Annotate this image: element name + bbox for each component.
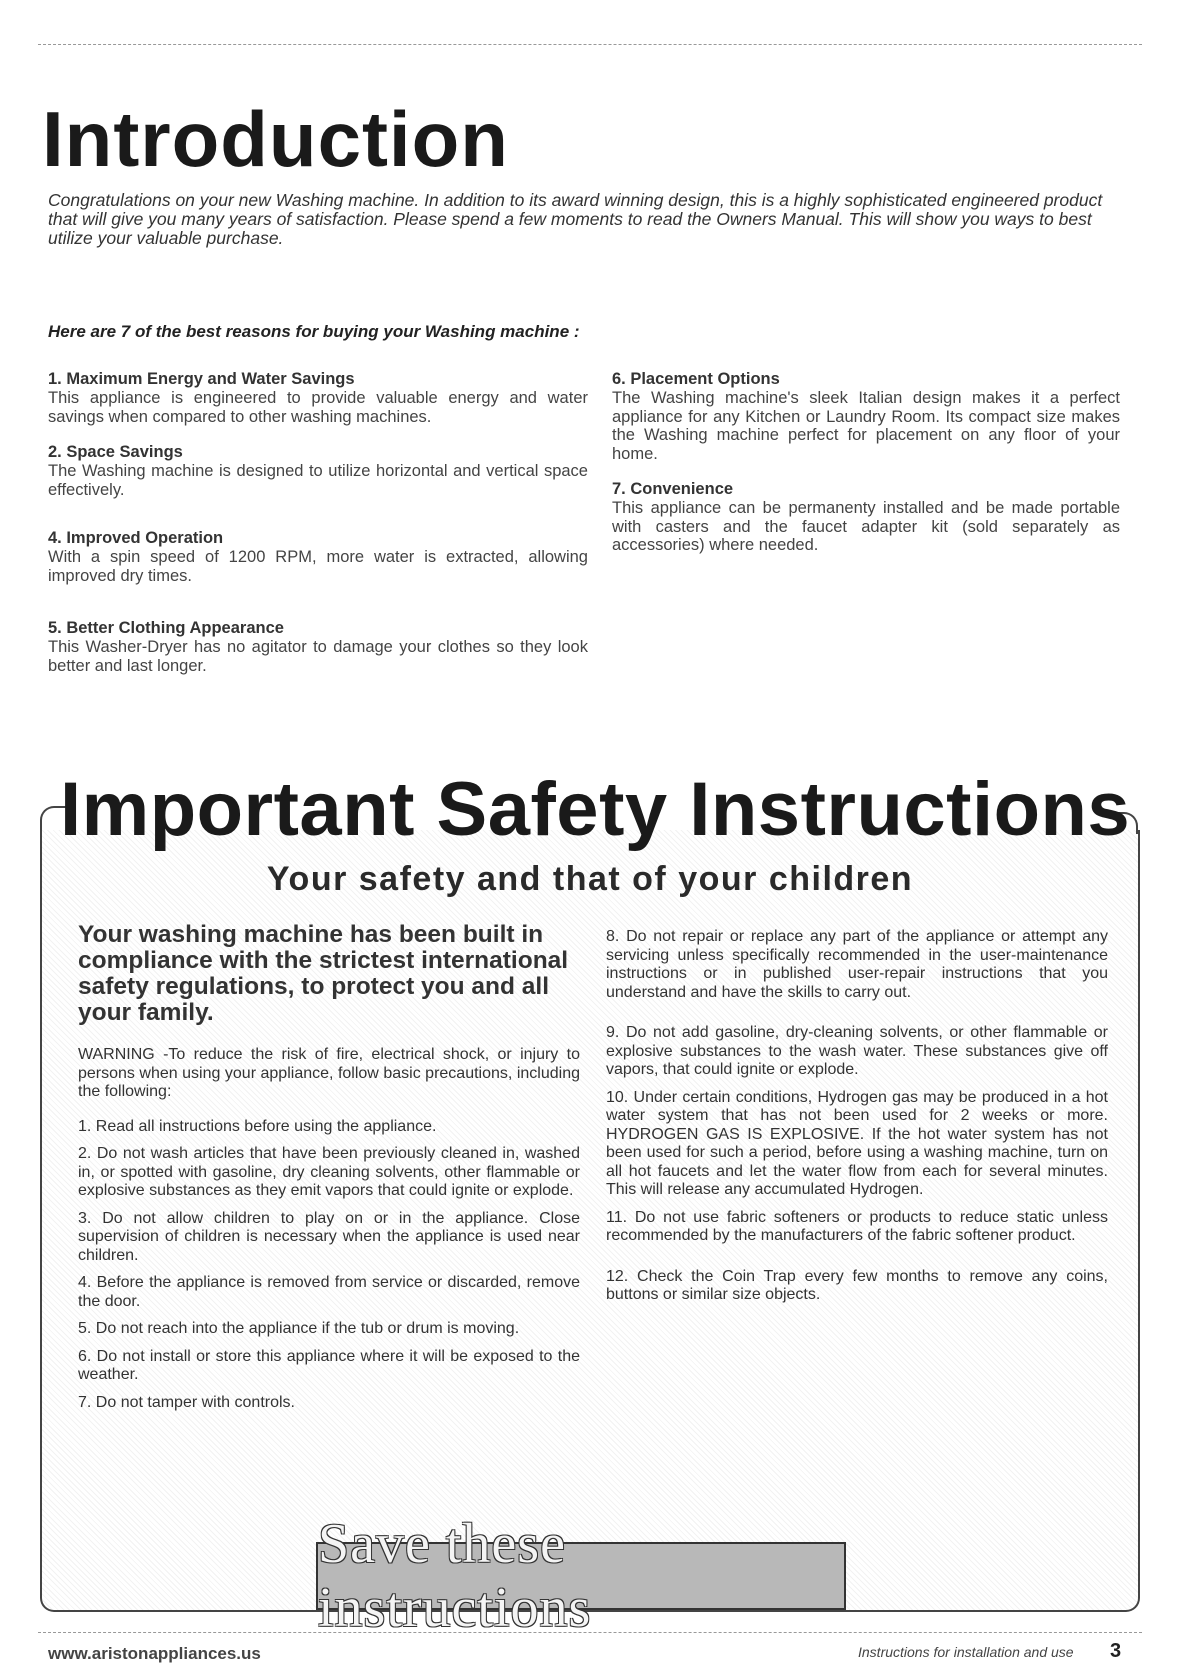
reason-text: This appliance is engineered to provide valuable energy and water savings when compared to other washing machines. — [48, 389, 588, 426]
reasons-heading: Here are 7 of the best reasons for buying your Washing machine : — [48, 322, 580, 341]
reason-title: 2. Space Savings — [48, 443, 183, 461]
safety-item: 1. Read all instructions before using the appliance. — [78, 1117, 437, 1135]
safety-item: 11. Do not use fabric softeners or products to reduce static unless recommended by the manufacturers of the fabric softener product. — [606, 1208, 1108, 1244]
footer-website: www.aristonappliances.us — [48, 1644, 261, 1663]
footer-document-title: Instructions for installation and use — [858, 1644, 1074, 1660]
save-instructions-text: Save these instructions — [318, 1513, 592, 1639]
safety-item: 2. Do not wash articles that have been previously cleaned in, washed in, or spotted with gasoline, dry cleaning solvents, other flammable or explosive substances as they emit vapors that could ignite or explode. — [78, 1145, 580, 1199]
reason-item — [48, 529, 588, 585]
bottom-divider — [38, 1632, 1142, 1633]
reason-title: 4. Improved Operation — [48, 529, 224, 547]
reason-text: The Washing machine's sleek Italian design makes it a perfect appliance for any Kitchen or Laundry Room. Its compact size makes the Washing machine perfect for placement on any floor of your home. — [612, 389, 1120, 463]
safety-item: 7. Do not tamper with controls. — [78, 1393, 295, 1411]
top-divider — [38, 44, 1142, 45]
safety-item: 9. Do not add gasoline, dry-cleaning solvents, or other flammable or explosive substances to the wash water. These substances give off vapors, that could ignite or explode. — [606, 1024, 1108, 1078]
reason-text: With a spin speed of 1200 RPM, more water is extracted, allowing improved dry times. — [48, 548, 588, 585]
safety-item: 10. Under certain conditions, Hydrogen gas may be produced in a hot water system that has not been used for 2 weeks or more. HYDROGEN GAS IS EXPLOSIVE. If the hot water system has not been used for such a period, before using a washing machine, turn on all hot faucets and let the water flow from each for several minutes. This will release any accumulated Hydrogen. — [606, 1088, 1108, 1198]
reason-item — [612, 370, 1120, 463]
safety-subheading: Your safety and that of your children — [266, 860, 914, 898]
reason-title: 1. Maximum Energy and Water Savings — [48, 370, 355, 388]
reasons-left-column — [48, 370, 588, 692]
safety-item: 12. Check the Coin Trap every few months to remove any coins, buttons or similar size objects. — [606, 1267, 1108, 1303]
intro-paragraph: Congratulations on your new Washing machine. In addition to its award winning design, this is a highly sophisticated engineered product that will give you many years of satisfaction. Please spend a few moments to read the Owners Manual. This will show you ways to best utilize your valuable purchase. — [48, 190, 1103, 248]
reason-text: This appliance can be permanenty installed and be made portable with casters and the faucet adapter kit (sold separately as accessories) where needed. — [612, 499, 1120, 554]
reason-item — [612, 480, 1120, 555]
reason-text: This Washer-Dryer has no agitator to damage your clothes so they look better and last longer. — [48, 638, 588, 675]
safety-lead-text: Your washing machine has been built in compliance with the strictest international safety regulations, to protect you and all your family. — [78, 921, 569, 1026]
safety-right-column — [606, 928, 1108, 1314]
safety-left-column — [78, 1046, 580, 1421]
reason-text: The Washing machine is designed to utilize horizontal and vertical space effectively. — [48, 462, 588, 499]
safety-item: 3. Do not allow children to play on or in the appliance. Close supervision of children is necessary when the appliance is used near children. — [78, 1209, 580, 1264]
intro-heading: Introduction — [42, 95, 509, 183]
warning-text: WARNING -To reduce the risk of fire, electrical shock, or injury to persons when using your appliance, follow basic precautions, including the following: — [78, 1046, 580, 1100]
safety-item: 5. Do not reach into the appliance if the tub or drum is moving. — [78, 1320, 520, 1337]
reason-title: 5. Better Clothing Appearance — [48, 619, 284, 637]
safety-heading: Important Safety Instructions — [60, 767, 1131, 852]
reason-item — [48, 619, 588, 675]
safety-item: 4. Before the appliance is removed from service or discarded, remove the door. — [78, 1274, 580, 1310]
reason-item — [48, 370, 588, 426]
safety-item: 6. Do not install or store this appliance where it will be exposed to the weather. — [78, 1347, 580, 1383]
reason-title: 7. Convenience — [612, 480, 734, 498]
page-number: 3 — [1110, 1640, 1122, 1662]
save-instructions-banner — [316, 1513, 846, 1639]
safety-item: 8. Do not repair or replace any part of the appliance or attempt any servicing unless specifically recommended in the user-maintenance instructions or in published user-repair instructions that you understand and have the skills to carry out. — [606, 928, 1108, 1001]
reasons-right-column — [612, 370, 1120, 572]
reason-title: 6. Placement Options — [612, 370, 780, 388]
reason-item — [48, 443, 588, 499]
